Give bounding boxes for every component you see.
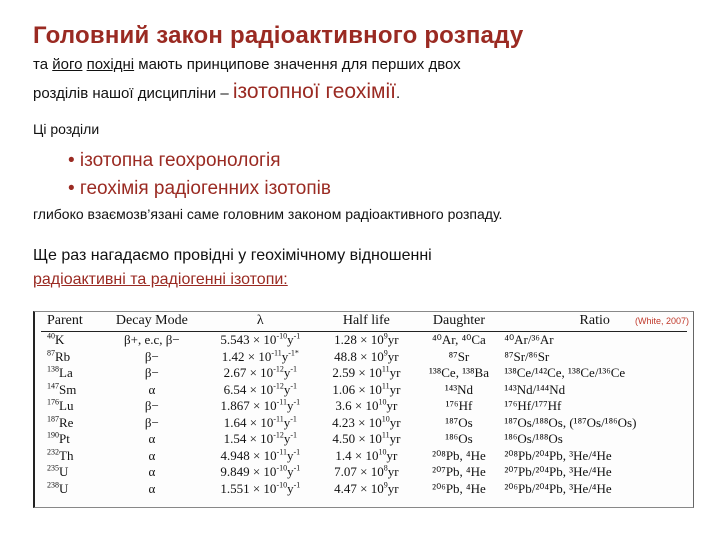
- half-life-exponent: 10: [378, 397, 387, 407]
- parent-cell: [41, 448, 100, 465]
- half-life-unit: yr: [389, 365, 401, 381]
- lambda-exponent: -10: [276, 463, 288, 473]
- half-life-mantissa: 7.07 × 10: [334, 464, 384, 480]
- daughter-cell: ²⁰⁶Pb, ⁴He: [432, 480, 486, 496]
- lambda-mantissa: 1.64 × 10: [223, 414, 274, 430]
- parent-cell: [41, 349, 100, 366]
- lambda-exponent: -10: [276, 331, 288, 341]
- half-life-cell: [317, 365, 415, 382]
- parent-cell: [41, 431, 100, 448]
- lambda-mantissa: 1.54 × 10: [223, 431, 274, 447]
- half-life-cell: [317, 398, 415, 415]
- decay-mode-cell: α: [148, 480, 156, 496]
- lambda-cell: [203, 481, 317, 498]
- lambda-unit: y: [287, 464, 294, 480]
- table-reference: (White, 2007): [634, 316, 689, 326]
- header-parent: Parent: [41, 312, 100, 332]
- lambda-unit: y: [286, 447, 294, 463]
- lambda-unit-exponent: -1*: [288, 348, 299, 358]
- table-header-row: [41, 312, 687, 332]
- lambda-mantissa: 1.42 × 10: [221, 348, 272, 364]
- parent-cell: [41, 382, 100, 399]
- table-row: [41, 415, 687, 432]
- lambda-exponent: -11: [276, 397, 287, 407]
- ratio-cell: ⁸⁷Sr/⁸⁶Sr: [504, 348, 550, 364]
- lambda-unit: y: [281, 348, 289, 364]
- parent-cell: [41, 332, 100, 349]
- lambda-cell: [203, 365, 317, 382]
- element-symbol: K: [55, 332, 65, 348]
- half-life-mantissa: 4.50 × 10: [332, 431, 382, 447]
- lambda-exponent: -10: [276, 480, 288, 490]
- lambda-cell: [203, 431, 317, 448]
- element-symbol: Pt: [59, 431, 70, 447]
- bullet-item: • ізотопна геохронологія: [68, 150, 281, 171]
- lambda-unit-exponent: -1: [293, 480, 301, 490]
- isotope-table-figure: [33, 311, 694, 508]
- half-life-cell: [317, 382, 415, 399]
- lambda-cell: [203, 332, 317, 349]
- mass-number: 87: [47, 348, 55, 358]
- lambda-mantissa: 2.67 × 10: [223, 365, 274, 381]
- page-title: Головний закон радіоактивного розпаду: [33, 22, 524, 49]
- table-row: [41, 382, 687, 399]
- daughter-cell: ¹⁷⁶Hf: [445, 398, 473, 414]
- lambda-mantissa: 5.543 × 10: [220, 332, 277, 348]
- lambda-unit: y: [283, 381, 291, 397]
- mass-number: 232: [47, 447, 59, 457]
- lambda-exponent: -12: [273, 364, 284, 374]
- intro-underlined-2: похідні: [86, 56, 135, 73]
- half-life-cell: [317, 332, 415, 349]
- intro-line-2-post: .: [395, 85, 401, 102]
- daughter-cell: ⁸⁷Sr: [448, 348, 470, 364]
- reminder-line-1: Ще раз нагадаємо провідні у геохімічному відношенні: [33, 247, 432, 264]
- lambda-cell: [203, 382, 317, 399]
- half-life-unit: yr: [386, 398, 398, 414]
- element-symbol: Sm: [59, 381, 77, 397]
- ratio-cell: ²⁰⁶Pb/²⁰⁴Pb, ³He/⁴He: [504, 480, 612, 496]
- lambda-unit: y: [283, 431, 291, 447]
- ratio-cell: ¹⁷⁶Hf/¹⁷⁷Hf: [504, 398, 562, 414]
- lambda-unit: y: [283, 414, 291, 430]
- half-life-mantissa: 4.47 × 10: [334, 480, 384, 496]
- intro-line-1-post: мають принципове значення для перших двох: [134, 56, 461, 73]
- half-life-unit: yr: [389, 381, 401, 397]
- lambda-mantissa: 9.849 × 10: [220, 464, 277, 480]
- half-life-cell: [317, 415, 415, 432]
- header-ratio: Ratio: [502, 312, 687, 332]
- daughter-cell: ¹⁸⁷Os: [445, 414, 473, 430]
- lambda-unit: y: [287, 480, 294, 496]
- ratio-cell: ¹⁸⁷Os/¹⁸⁸Os, (¹⁸⁷Os/¹⁸⁶Os): [504, 414, 637, 430]
- intro-line-1: [33, 56, 461, 73]
- half-life-exponent: 10: [378, 447, 387, 457]
- intro-underlined-1: його: [52, 56, 83, 73]
- decay-mode-cell: α: [148, 381, 156, 397]
- half-life-mantissa: 3.6 × 10: [335, 398, 379, 414]
- decay-mode-cell: β−: [144, 365, 159, 381]
- lambda-mantissa: 6.54 × 10: [223, 381, 274, 397]
- daughter-cell: ²⁰⁸Pb, ⁴He: [432, 447, 486, 463]
- half-life-cell: [317, 349, 415, 366]
- table-row: [41, 332, 687, 349]
- lambda-exponent: -11: [273, 414, 284, 424]
- lambda-cell: [203, 349, 317, 366]
- header-decay-mode: Decay Mode: [100, 312, 203, 332]
- lambda-exponent: -11: [271, 348, 282, 358]
- half-life-mantissa: 4.23 × 10: [332, 414, 382, 430]
- reminder-line-2: радіоактивні та радіогенні ізотопи:: [33, 271, 288, 288]
- half-life-exponent: 11: [381, 364, 390, 374]
- lambda-unit-exponent: -1: [293, 331, 301, 341]
- table-body: [41, 332, 687, 498]
- lambda-cell: [203, 464, 317, 481]
- table-row: [41, 398, 687, 415]
- element-symbol: Th: [59, 447, 74, 463]
- half-life-cell: [317, 481, 415, 498]
- lambda-unit-exponent: -1: [290, 430, 298, 440]
- daughter-cell: ¹⁴³Nd: [444, 381, 474, 397]
- decay-mode-cell: β−: [144, 414, 159, 430]
- half-life-exponent: 9: [383, 331, 388, 341]
- table-row: [41, 365, 687, 382]
- lambda-unit: y: [283, 365, 291, 381]
- isotope-geochemistry-highlight: ізотопної геохімії: [232, 80, 396, 103]
- lambda-exponent: -11: [276, 447, 287, 457]
- table-row: [41, 349, 687, 366]
- decay-mode-cell: α: [148, 464, 156, 480]
- half-life-unit: yr: [389, 431, 401, 447]
- half-life-unit: yr: [387, 348, 399, 364]
- lambda-cell: [203, 448, 317, 465]
- half-life-unit: yr: [387, 480, 399, 496]
- table-row: [41, 481, 687, 498]
- decay-mode-cell: α: [148, 447, 156, 463]
- lambda-unit-exponent: -1: [290, 381, 298, 391]
- half-life-cell: [317, 431, 415, 448]
- lambda-cell: [203, 398, 317, 415]
- mass-number: 190: [47, 430, 59, 440]
- mass-number: 176: [47, 397, 59, 407]
- mass-number: 147: [47, 381, 59, 391]
- daughter-cell: ²⁰⁷Pb, ⁴He: [432, 464, 486, 480]
- decay-mode-cell: α: [148, 431, 156, 447]
- table-row: [41, 464, 687, 481]
- header-daughter: Daughter: [416, 312, 503, 332]
- half-life-unit: yr: [386, 447, 398, 463]
- parent-cell: [41, 481, 100, 498]
- daughter-cell: ⁴⁰Ar, ⁴⁰Ca: [432, 332, 486, 348]
- mass-number: 187: [47, 414, 59, 424]
- element-symbol: Lu: [59, 398, 74, 414]
- ratio-cell: ¹³⁸Ce/¹⁴²Ce, ¹³⁸Ce/¹³⁶Ce: [504, 365, 626, 381]
- half-life-exponent: 9: [383, 480, 388, 490]
- half-life-mantissa: 48.8 × 10: [334, 348, 384, 364]
- half-life-exponent: 8: [383, 463, 388, 473]
- sections-label: Ці розділи: [33, 121, 100, 137]
- ratio-cell: ⁴⁰Ar/³⁶Ar: [504, 332, 554, 348]
- parent-cell: [41, 415, 100, 432]
- bullet-list: [68, 147, 331, 203]
- lambda-unit-exponent: -1: [293, 463, 301, 473]
- lambda-unit-exponent: -1: [293, 397, 301, 407]
- half-life-mantissa: 1.28 × 10: [334, 332, 384, 348]
- half-life-mantissa: 2.59 × 10: [332, 365, 382, 381]
- ratio-cell: ¹⁸⁶Os/¹⁸⁸Os: [504, 431, 563, 447]
- element-symbol: Re: [59, 414, 74, 430]
- element-symbol: Rb: [55, 348, 71, 364]
- lambda-unit: y: [286, 398, 294, 414]
- decay-mode-cell: β+, e.c, β−: [124, 332, 180, 348]
- lambda-unit-exponent: -1: [293, 447, 301, 457]
- lambda-mantissa: 4.948 × 10: [220, 447, 277, 463]
- half-life-exponent: 11: [381, 381, 390, 391]
- mass-number: 40: [47, 331, 55, 341]
- daughter-cell: ¹³⁸Ce, ¹³⁸Ba: [428, 365, 489, 381]
- parent-cell: [41, 464, 100, 481]
- header-half-life: Half life: [317, 312, 415, 332]
- lambda-exponent: -12: [273, 430, 284, 440]
- ratio-cell: ¹⁴³Nd/¹⁴⁴Nd: [504, 381, 566, 397]
- lambda-cell: [203, 415, 317, 432]
- lambda-exponent: -12: [273, 381, 284, 391]
- mass-number: 238: [47, 480, 59, 490]
- intro-line-2: [33, 80, 400, 104]
- half-life-exponent: 10: [381, 414, 390, 424]
- header-lambda: λ: [203, 312, 317, 332]
- parent-cell: [41, 398, 100, 415]
- intro-line-1-pre: та: [33, 56, 53, 73]
- half-life-exponent: 9: [383, 348, 388, 358]
- half-life-unit: yr: [387, 332, 399, 348]
- half-life-unit: yr: [387, 464, 399, 480]
- half-life-mantissa: 1.4 × 10: [335, 447, 379, 463]
- element-symbol: La: [59, 365, 73, 381]
- daughter-cell: ¹⁸⁶Os: [445, 431, 473, 447]
- lambda-unit-exponent: -1: [290, 364, 298, 374]
- decay-mode-cell: β−: [144, 398, 159, 414]
- link-sentence: глибоко взаємозв’язані саме головним законом радіоактивного розпаду.: [33, 206, 503, 222]
- lambda-mantissa: 1.867 × 10: [220, 398, 277, 414]
- table-row: [41, 448, 687, 465]
- half-life-exponent: 11: [381, 430, 390, 440]
- ratio-cell: ²⁰⁸Pb/²⁰⁴Pb, ³He/⁴He: [504, 447, 612, 463]
- lambda-mantissa: 1.551 × 10: [220, 480, 277, 496]
- intro-line-2-pre: розділів нашої дисципліни –: [33, 85, 233, 102]
- lambda-unit: y: [287, 332, 294, 348]
- bullet-item: • геохімія радіогенних ізотопів: [68, 178, 331, 199]
- half-life-cell: [317, 448, 415, 465]
- element-symbol: U: [59, 480, 69, 496]
- mass-number: 138: [47, 364, 59, 374]
- ratio-cell: ²⁰⁷Pb/²⁰⁴Pb, ³He/⁴He: [504, 464, 612, 480]
- lambda-unit-exponent: -1: [290, 414, 297, 424]
- half-life-unit: yr: [389, 414, 401, 430]
- parent-cell: [41, 365, 100, 382]
- table-row: [41, 431, 687, 448]
- decay-mode-cell: β−: [144, 348, 159, 364]
- isotope-table: [41, 312, 687, 497]
- mass-number: 235: [47, 463, 59, 473]
- half-life-mantissa: 1.06 × 10: [332, 381, 382, 397]
- half-life-cell: [317, 464, 415, 481]
- element-symbol: U: [59, 464, 69, 480]
